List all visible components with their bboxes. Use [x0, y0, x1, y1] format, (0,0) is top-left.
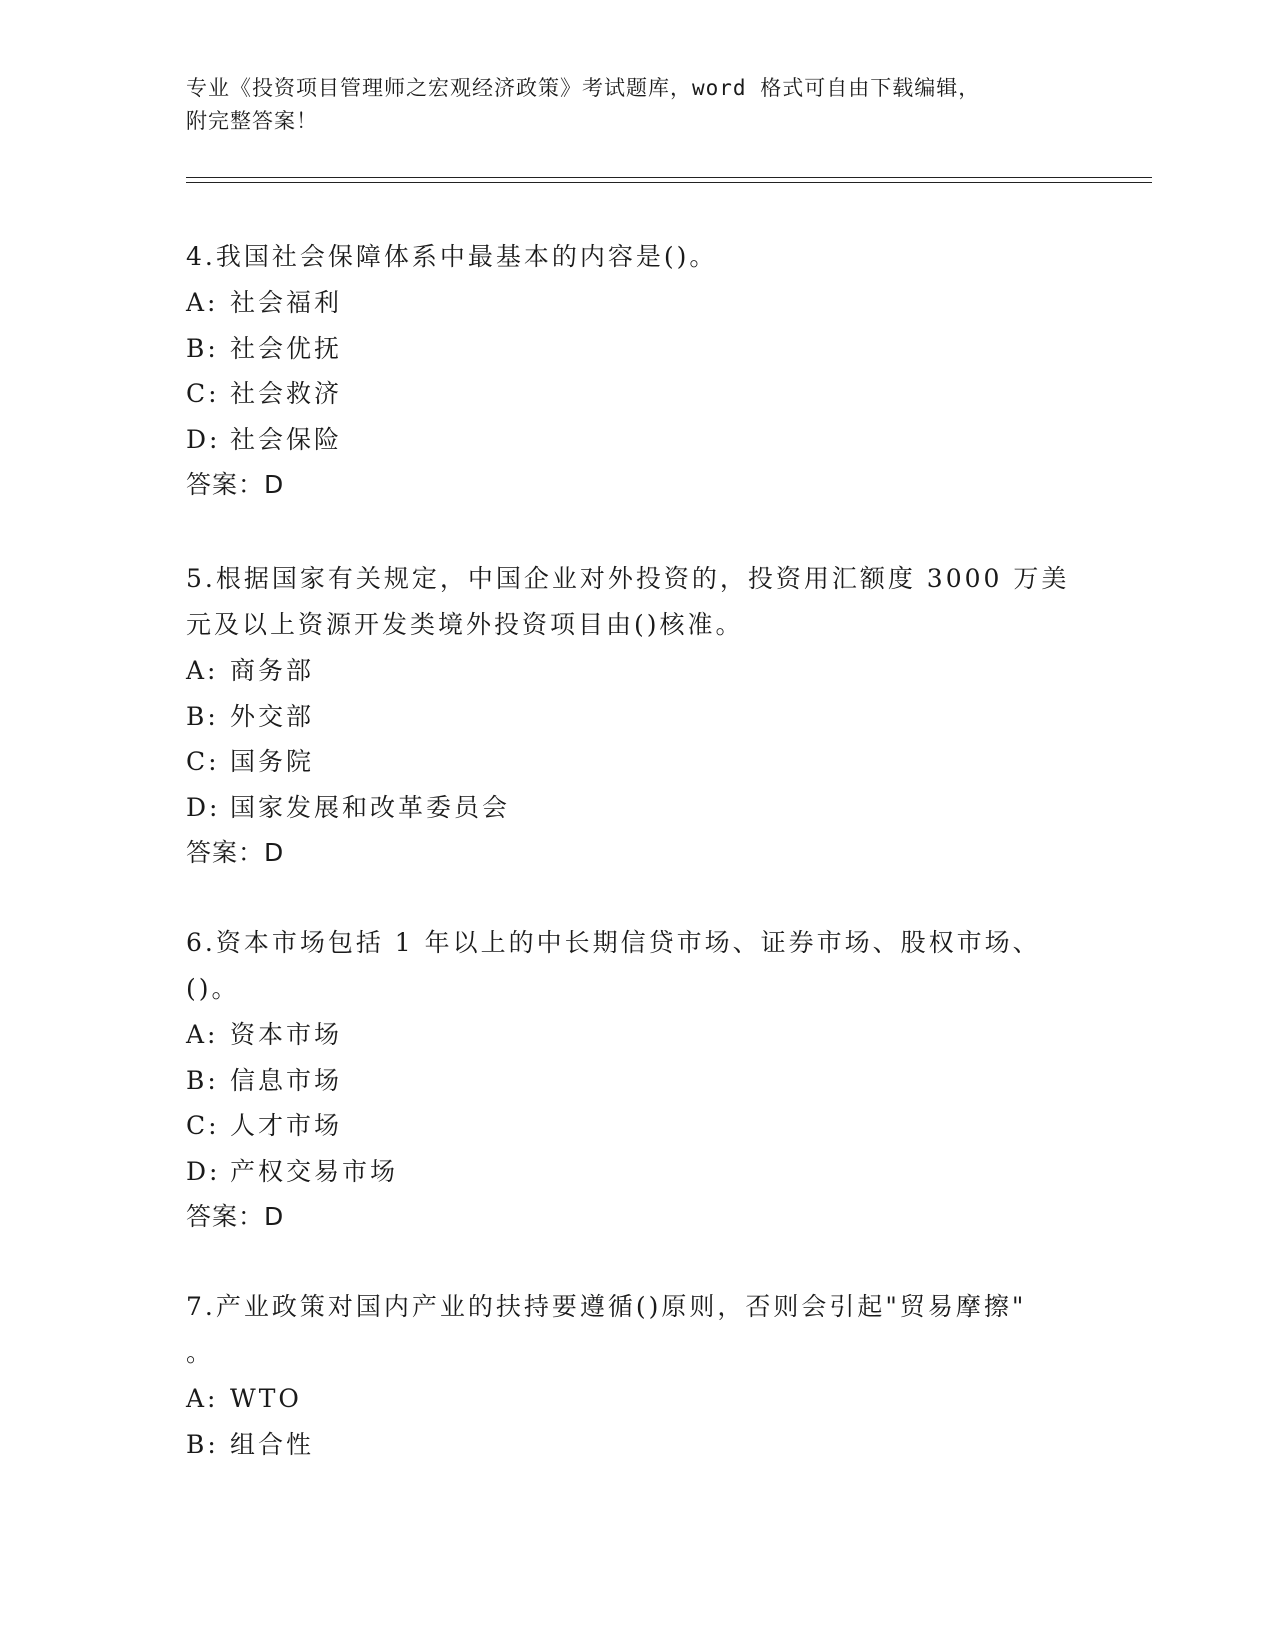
question-stem-line: 。	[186, 1338, 215, 1367]
option-text: 国家发展和改革委员会	[230, 792, 511, 822]
option-text: 社会优抚	[230, 333, 343, 363]
option-b	[186, 1058, 1086, 1104]
option-letter: B:	[186, 1065, 219, 1095]
option-b	[186, 326, 1086, 372]
option-letter: B:	[186, 701, 219, 731]
question-block	[186, 556, 1086, 876]
option-letter: B:	[186, 1429, 219, 1459]
option-d	[186, 1149, 1086, 1195]
question-stem-line: 4.我国社会保障体系中最基本的内容是()。	[186, 242, 718, 271]
option-a	[186, 648, 1086, 694]
answer-line: 答案：D	[186, 1202, 285, 1231]
option-text: 外交部	[230, 701, 315, 731]
option-text: WTO	[230, 1384, 302, 1413]
intro-line-1: 专业《投资项目管理师之宏观经济政策》考试题库，word 格式可自由下载编辑，	[186, 76, 981, 100]
option-letter: D:	[186, 424, 221, 454]
option-text: 社会保险	[230, 424, 343, 454]
option-text: 商务部	[230, 656, 315, 685]
option-text: 社会福利	[230, 288, 343, 317]
option-letter: A:	[186, 1384, 219, 1413]
option-letter: D:	[186, 792, 221, 822]
option-letter: C:	[186, 1111, 220, 1140]
option-letter: B:	[186, 333, 219, 363]
header-divider-top	[186, 177, 1152, 178]
option-text: 人才市场	[230, 1111, 343, 1140]
option-d	[186, 417, 1086, 463]
option-b	[186, 1422, 1086, 1468]
option-text: 产权交易市场	[230, 1156, 399, 1186]
question-stem	[186, 234, 1086, 280]
option-letter: D:	[186, 1156, 221, 1186]
option-b	[186, 694, 1086, 740]
question-stem	[186, 1284, 1086, 1376]
document-intro	[186, 72, 1086, 138]
option-c	[186, 371, 1086, 417]
option-text: 国务院	[230, 747, 315, 776]
option-letter: C:	[186, 747, 220, 776]
option-text: 信息市场	[230, 1065, 343, 1095]
option-letter: C:	[186, 379, 220, 408]
option-a	[186, 1012, 1086, 1058]
question-block	[186, 1284, 1086, 1467]
answer-line: 答案：D	[186, 470, 285, 499]
option-d	[186, 785, 1086, 831]
question-stem-line: 5.根据国家有关规定，中国企业对外投资的，投资用汇额度 3000 万美	[186, 564, 1070, 593]
option-text: 社会救济	[230, 379, 343, 408]
question-stem-line: 6.资本市场包括 1 年以上的中长期信贷市场、证券市场、股权市场、	[186, 928, 1041, 957]
question-stem-line: 7.产业政策对国内产业的扶持要遵循()原则，否则会引起"贸易摩擦"	[186, 1292, 1027, 1321]
option-text: 资本市场	[230, 1020, 343, 1049]
option-letter: A:	[186, 288, 219, 317]
question-block	[186, 920, 1086, 1240]
intro-line-2: 附完整答案！	[186, 109, 318, 133]
option-c	[186, 739, 1086, 785]
question-stem	[186, 920, 1086, 1012]
answer-line: 答案：D	[186, 838, 285, 867]
question-stem	[186, 556, 1086, 648]
header-divider-bottom	[186, 182, 1152, 183]
question-block	[186, 234, 1086, 508]
option-letter: A:	[186, 656, 219, 685]
question-stem-line: ()。	[186, 974, 240, 1003]
question-stem-line: 元及以上资源开发类境外投资项目由()核准。	[186, 610, 744, 639]
option-c	[186, 1103, 1086, 1149]
option-a	[186, 1376, 1086, 1422]
option-letter: A:	[186, 1020, 219, 1049]
option-a	[186, 280, 1086, 326]
option-text: 组合性	[230, 1429, 315, 1459]
